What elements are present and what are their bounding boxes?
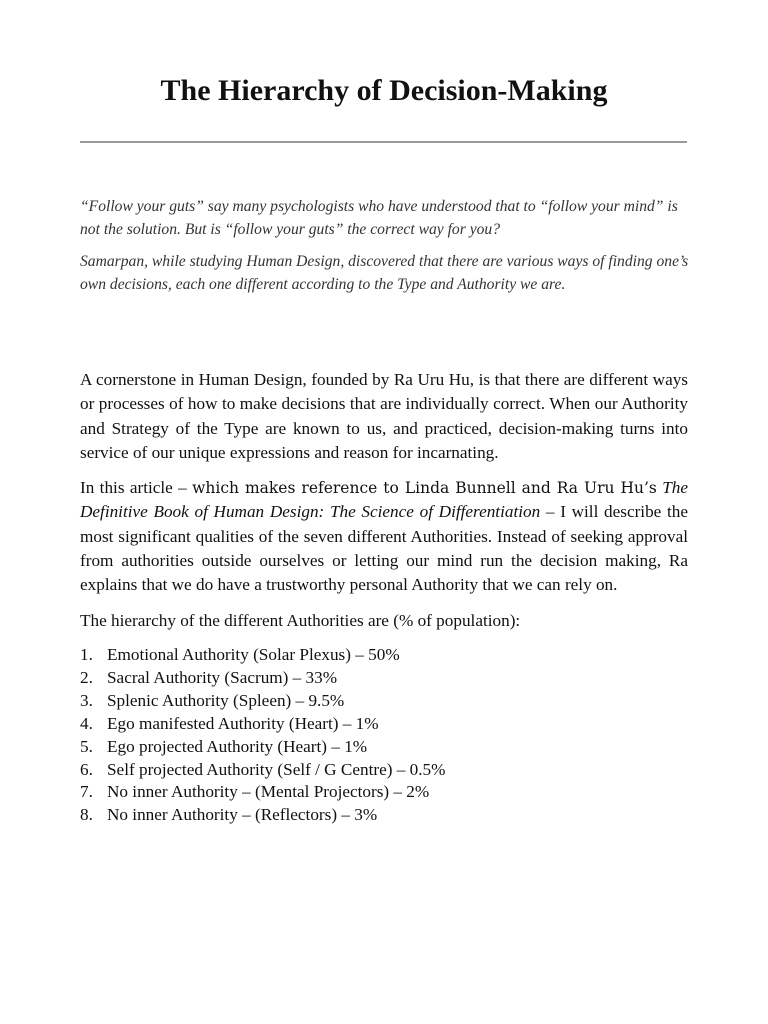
list-text: Ego manifested Authority (Heart) – 1% (107, 713, 379, 733)
list-number: 3. (80, 690, 93, 710)
intro-block (80, 195, 690, 305)
list-item (80, 713, 688, 736)
list-number: 1. (80, 644, 93, 664)
list-item (80, 644, 688, 667)
list-text: Self projected Authority (Self / G Centre) – 0.5% (107, 759, 446, 779)
list-number: 5. (80, 736, 93, 756)
list-item (80, 804, 688, 827)
list-text: No inner Authority – (Reflectors) – 3% (107, 805, 378, 825)
list-item (80, 759, 688, 782)
list-number: 4. (80, 713, 93, 733)
reference-text: which makes reference to Linda Bunnell and Ra Uru Hu’s (192, 479, 657, 498)
page-title: The Hierarchy of Decision-Making (160, 74, 608, 107)
paragraph-cornerstone: A cornerstone in Human Design, founded by Ra Uru Hu, is that there are different ways or processes of how to make decisions that are individually correct. When our Authority and Strategy of the Type are known to us, and practiced, decision-making turns into service of our unique expressions and reason for incarnating. (80, 370, 688, 462)
list-text: No inner Authority – (Mental Projectors) – 2% (107, 782, 430, 802)
list-number: 2. (80, 667, 93, 687)
list-item (80, 667, 688, 690)
list-text: Splenic Authority (Spleen) – 9.5% (107, 690, 345, 710)
list-item (80, 690, 688, 713)
list-item (80, 781, 688, 804)
paragraph-rest: – I will describe the most significant qualities of the seven different Authorities. Instead of seeking approval from authorities outside ourselves or letting our mind run the decision making, Ra explains that we do have a trustworthy personal Authority that we can rely on. (80, 502, 688, 595)
list-number: 7. (80, 782, 93, 802)
list-text: Ego projected Authority (Heart) – 1% (107, 736, 368, 756)
list-intro: The hierarchy of the different Authorities are (% of population): (80, 610, 521, 630)
list-text: Emotional Authority (Solar Plexus) – 50% (107, 644, 400, 664)
list-item (80, 736, 688, 759)
list-number: 8. (80, 805, 93, 825)
article-body (80, 368, 688, 827)
book-title: The Definitive Book of Human Design: The Science of Differentiation (80, 478, 688, 522)
intro-summary: Samarpan, while studying Human Design, discovered that there are various ways of finding one’s own decisions, each one different according to the Type and Authority we are. (80, 253, 689, 293)
list-text: Sacral Authority (Sacrum) – 33% (107, 667, 338, 687)
paragraph-article (80, 476, 688, 597)
title-divider (80, 141, 687, 143)
list-number: 6. (80, 759, 93, 779)
authority-list (80, 644, 688, 827)
paragraph-lead: In this article – (80, 478, 193, 498)
intro-quote: “Follow your guts” say many psychologists who have understood that to “follow your mind” is not the solution. But is “follow your guts” the correct way for you? (80, 198, 678, 238)
